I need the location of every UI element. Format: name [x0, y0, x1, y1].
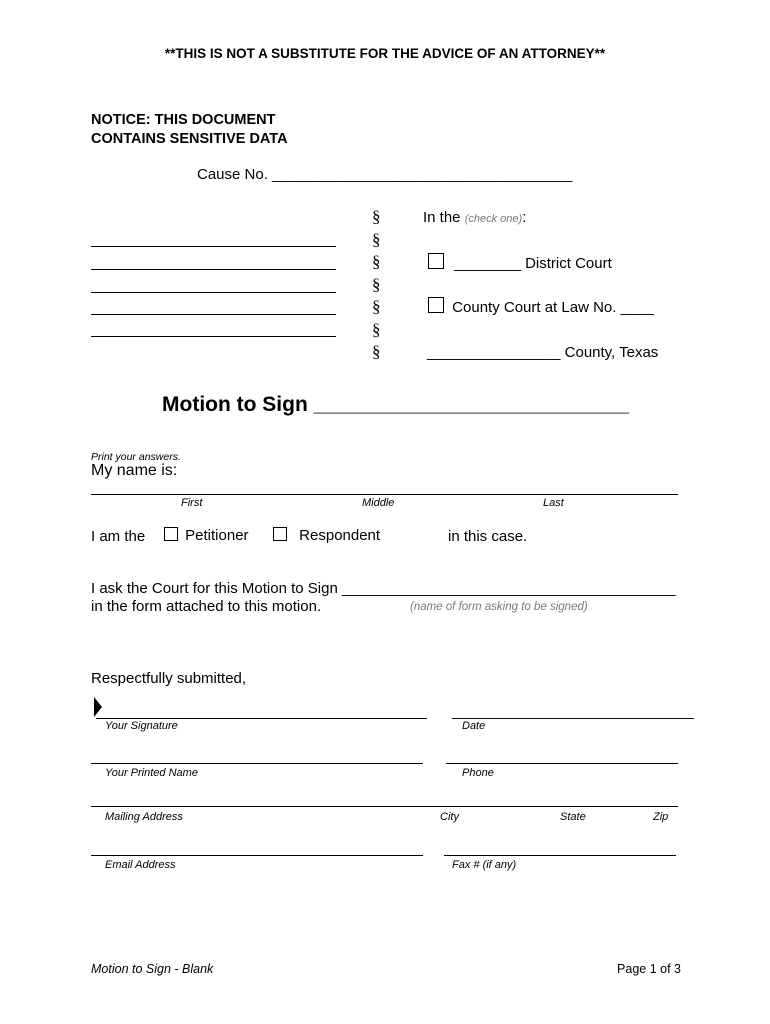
petitioner-checkbox[interactable] — [164, 527, 178, 541]
district-court-checkbox[interactable] — [428, 253, 444, 269]
respondent-checkbox[interactable] — [273, 527, 287, 541]
county-court-option — [428, 297, 654, 316]
full-name-line[interactable] — [91, 494, 678, 495]
cause-number-field[interactable]: Cause No. ____________________________________ — [197, 166, 573, 183]
section-symbol: § — [372, 297, 381, 316]
sign-here-arrow-icon — [93, 697, 103, 717]
county-court-label: County Court at Law No. ____ — [452, 299, 654, 316]
section-symbol: § — [372, 342, 381, 361]
district-court-option — [428, 253, 612, 272]
last-name-label: Last — [543, 497, 564, 509]
section-symbol: § — [372, 274, 381, 294]
colon: : — [522, 209, 527, 226]
respondent-option — [273, 527, 380, 544]
petitioner-label: Petitioner — [185, 527, 249, 544]
party-name-line-4[interactable] — [91, 314, 336, 315]
district-court-label: ________ District Court — [454, 255, 612, 272]
fax-line[interactable] — [444, 855, 676, 856]
notice-line-2: CONTAINS SENSITIVE DATA — [91, 131, 288, 147]
printed-name-label: Your Printed Name — [105, 767, 198, 779]
party-name-line-2[interactable] — [91, 269, 336, 270]
notice-line-1: NOTICE: THIS DOCUMENT — [91, 112, 276, 128]
section-symbol: § — [372, 319, 381, 339]
mailing-address-line[interactable] — [91, 806, 678, 807]
section-symbol: § — [372, 229, 381, 249]
county-texas-field[interactable]: ________________ County, Texas — [427, 344, 659, 361]
attorney-disclaimer: **THIS IS NOT A SUBSTITUTE FOR THE ADVICE OF AN ATTORNEY** — [164, 46, 606, 61]
in-the-text: In the — [423, 209, 461, 226]
email-line[interactable] — [91, 855, 423, 856]
date-field[interactable]: _____________________________ — [452, 703, 694, 720]
in-this-case-label: in this case. — [448, 528, 528, 545]
party-name-line-3[interactable] — [91, 292, 336, 293]
footer-form-name: Motion to Sign - Blank — [91, 962, 214, 976]
state-label: State — [560, 811, 586, 823]
middle-name-label: Middle — [362, 497, 395, 509]
city-label: City — [440, 811, 459, 823]
printed-name-line[interactable] — [91, 763, 423, 764]
fax-label: Fax # (if any) — [452, 859, 517, 871]
respectfully-submitted: Respectfully submitted, — [91, 670, 247, 687]
mailing-address-label: Mailing Address — [105, 811, 183, 823]
date-label: Date — [462, 720, 486, 732]
county-court-checkbox[interactable] — [428, 297, 444, 313]
motion-request-field[interactable]: I ask the Court for this Motion to Sign ________________________________________ — [91, 580, 676, 597]
form-name-hint: (name of form asking to be signed) — [410, 601, 588, 613]
respondent-label: Respondent — [299, 527, 381, 544]
court-selection-label — [423, 209, 526, 226]
check-one-hint: (check one) — [464, 213, 523, 225]
motion-request-line-2: in the form attached to this motion. — [91, 598, 322, 615]
phone-line[interactable] — [446, 763, 678, 764]
print-answers-note: Print your answers. — [91, 451, 181, 463]
motion-title: Motion to Sign ___________________________ — [162, 393, 629, 416]
email-label: Email Address — [105, 859, 176, 871]
i-am-the-label: I am the — [91, 528, 146, 545]
party-name-line-1[interactable] — [91, 246, 336, 247]
phone-label: Phone — [462, 767, 494, 779]
page-number: Page 1 of 3 — [617, 962, 681, 976]
your-signature-label: Your Signature — [105, 720, 178, 732]
zip-label: Zip — [653, 811, 669, 823]
section-symbol: § — [372, 252, 381, 271]
first-name-label: First — [181, 497, 203, 509]
petitioner-option — [164, 527, 249, 544]
party-name-line-5[interactable] — [91, 336, 336, 337]
signature-line[interactable] — [96, 718, 427, 719]
section-symbol: § — [372, 207, 381, 226]
my-name-is-label: My name is: — [91, 462, 178, 479]
section-symbols — [372, 206, 381, 364]
